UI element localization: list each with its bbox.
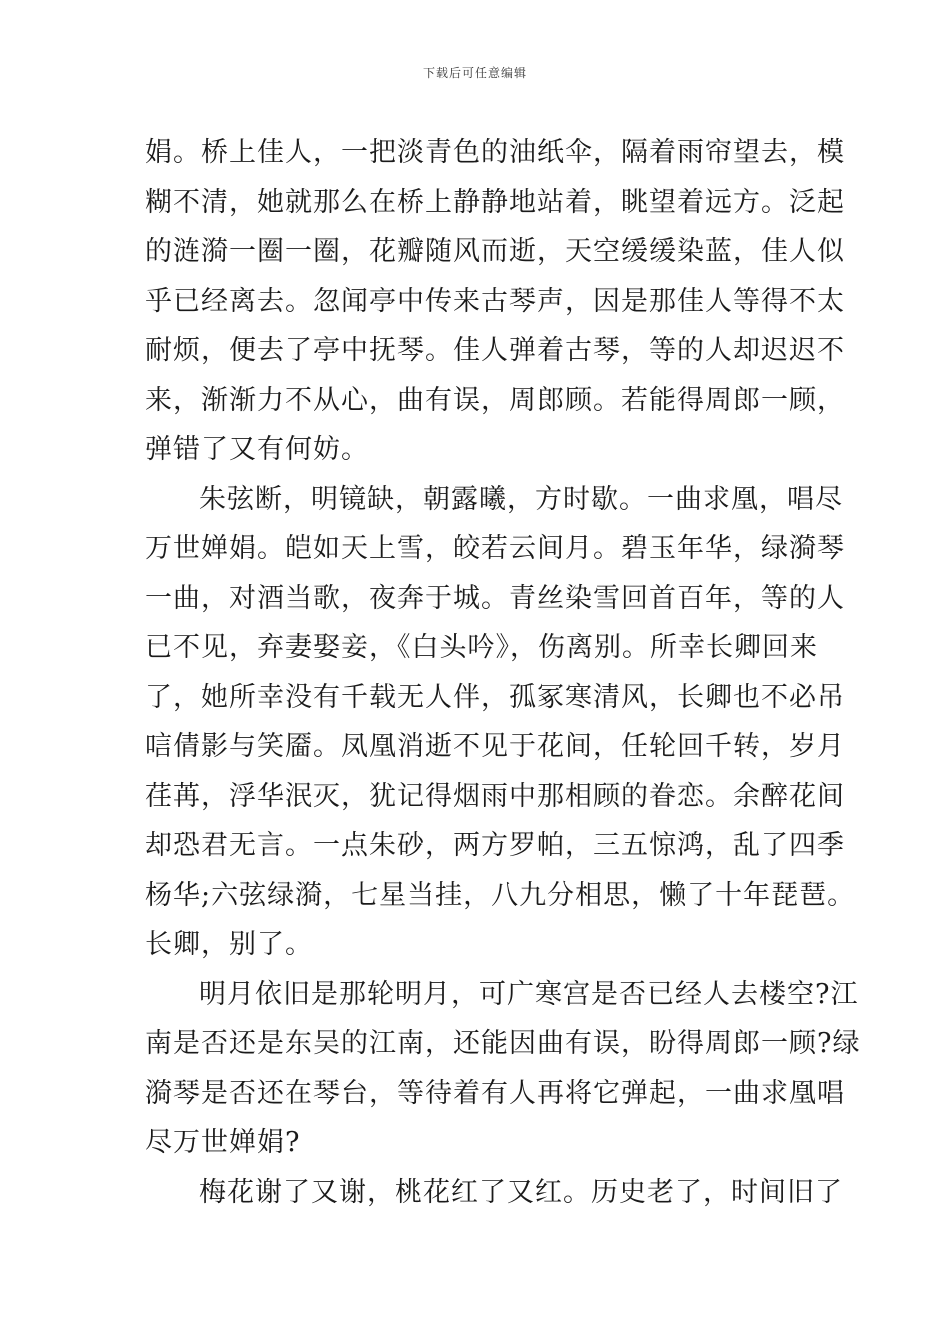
text-line: 长卿，别了。: [145, 929, 313, 960]
text-line: 的涟漪一圈一圈，花瓣随风而逝，天空缓缓染蓝，佳人似: [145, 236, 845, 267]
text-line: 尽万世婵娟?: [145, 1127, 301, 1158]
text-line: 漪琴是否还在琴台，等待着有人再将它弹起，一曲求凰唱: [145, 1077, 845, 1109]
paragraph-start-line: 朱弦断，明镜缺，朝露曦，方时歇。一曲求凰，唱尽: [199, 483, 843, 515]
text-line: 杨华;六弦绿漪，七星当挂，八九分相思，懒了十年琵琶。: [145, 879, 856, 911]
text-line: 唁倩影与笑靥。凤凰消逝不见于花间，任轮回千转，岁月: [145, 731, 845, 762]
text-line: 万世婵娟。皑如天上雪，皎若云间月。碧玉年华，绿漪琴: [145, 533, 845, 564]
text-line: 弹错了又有何妨。: [145, 434, 369, 465]
paragraph-start-line: 明月依旧是那轮明月，可广寒宫是否已经人去楼空?江: [199, 978, 859, 1010]
page-header-note: 下载后可任意编辑: [422, 66, 527, 80]
text-line: 已不见，弃妻娶妾，《白头吟》，伤离别。所幸长卿回来: [145, 632, 818, 663]
text-line: 耐烦，便去了亭中抚琴。佳人弹着古琴，等的人却迟迟不: [145, 335, 845, 366]
text-line: 荏苒，浮华泯灭，犹记得烟雨中那相顾的眷恋。余醉花间: [145, 780, 845, 812]
text-line: 乎已经离去。忽闻亭中传来古琴声，因是那佳人等得不太: [145, 285, 845, 317]
text-line: 却恐君无言。一点朱砂，两方罗帕，三五惊鸿，乱了四季: [145, 830, 845, 861]
paragraph-start-line: 梅花谢了又谢，桃花红了又红。历史老了，时间旧了: [199, 1176, 843, 1208]
text-line: 南是否还是东吴的江南，还能因曲有误，盼得周郎一顾?绿: [145, 1028, 861, 1059]
text-line: 糊不清，她就那么在桥上静静地站着，眺望着远方。泛起: [145, 186, 845, 218]
text-line: 娟。桥上佳人，一把淡青色的油纸伞，隔着雨帘望去，模: [145, 137, 845, 168]
document-body: [145, 128, 861, 1217]
text-line: 一曲，对酒当歌，夜奔于城。青丝染雪回首百年，等的人: [145, 582, 845, 614]
text-line: 了，她所幸没有千载无人伴，孤冢寒清风，长卿也不必吊: [145, 681, 845, 713]
text-line: 来，渐渐力不从心，曲有误，周郎顾。若能得周郎一顾，: [145, 384, 845, 416]
